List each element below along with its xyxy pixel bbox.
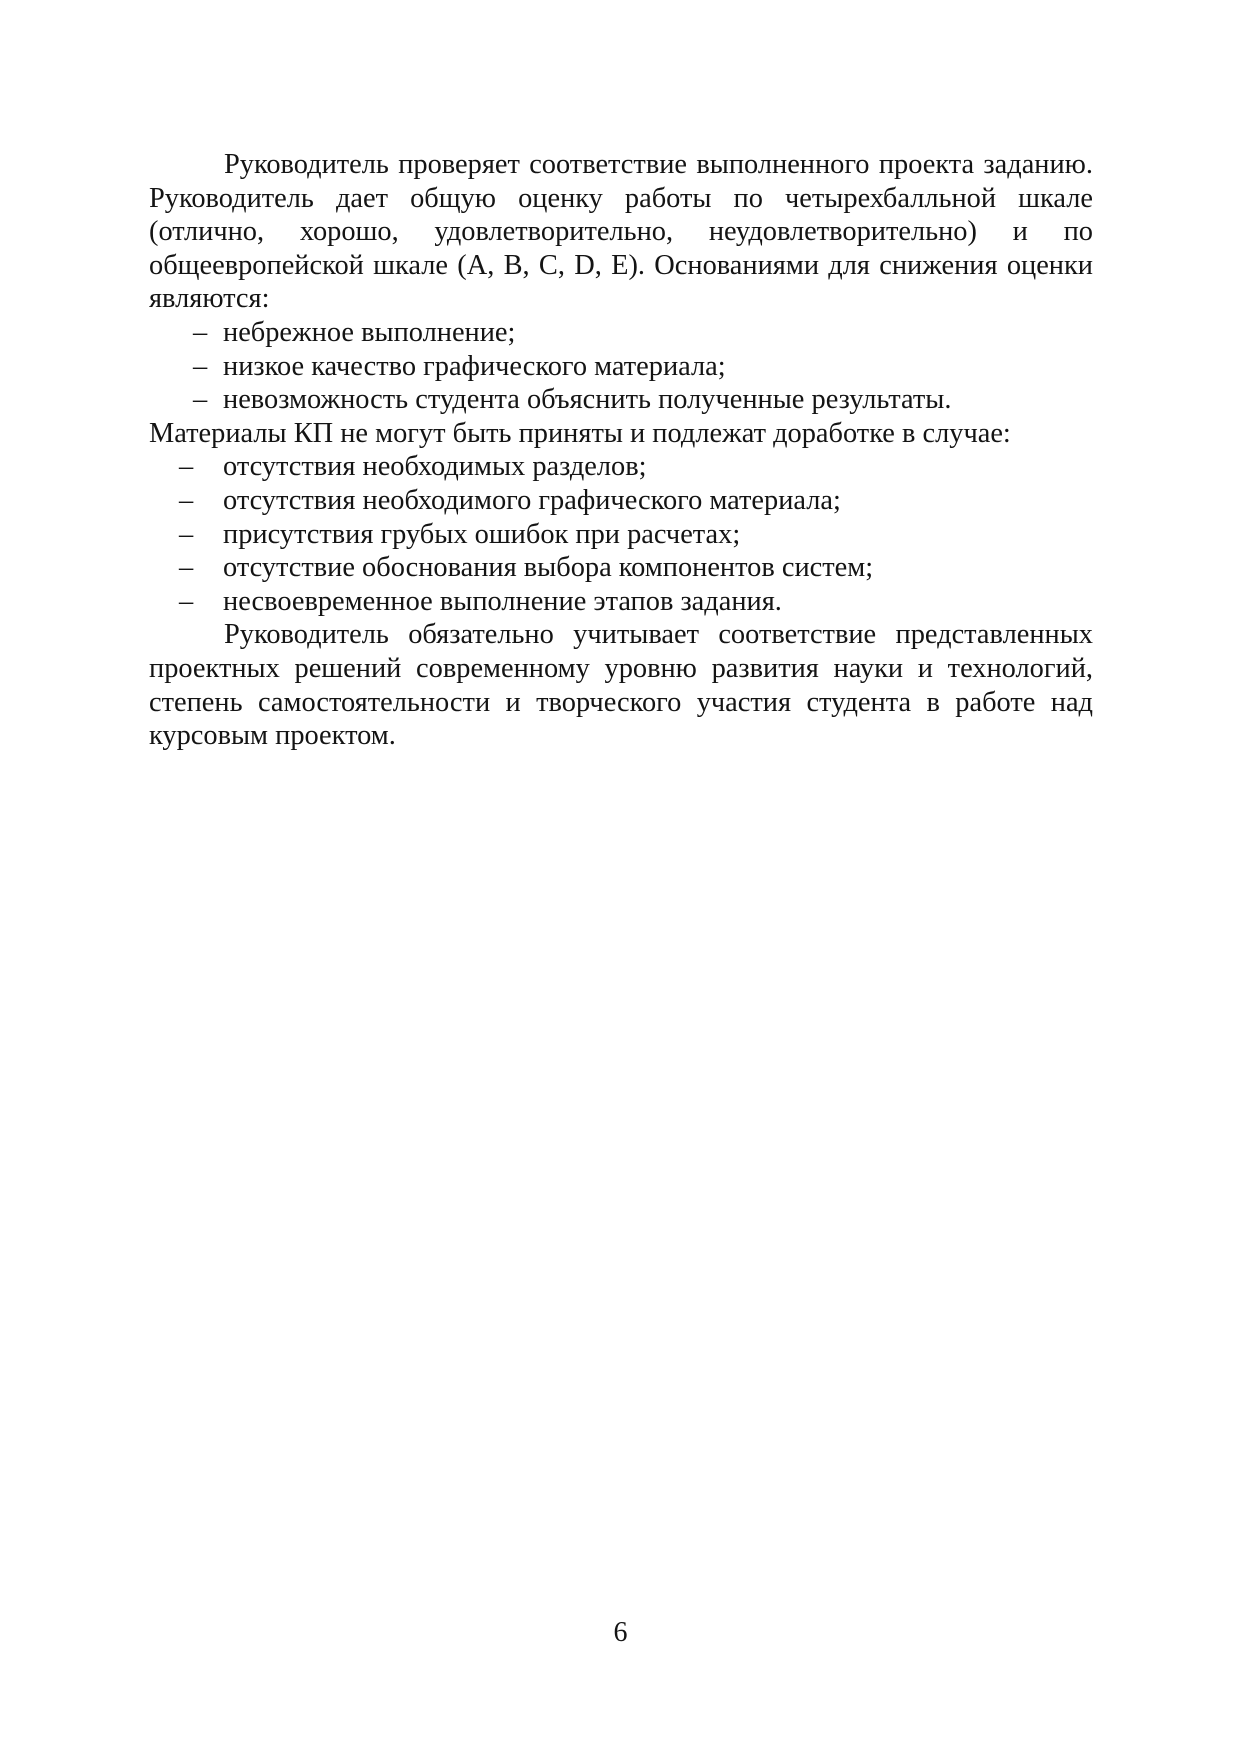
dash-bullet: – [179, 484, 194, 516]
list-item-text: несвоевременное выполнение этапов задания. [223, 585, 782, 617]
list-item [149, 450, 1093, 484]
list-item [149, 518, 1093, 552]
list-item [149, 551, 1093, 585]
dash-bullet: – [193, 316, 208, 348]
dash-bullet: – [179, 552, 194, 584]
list-item-text: отсутствия необходимого графического материала; [223, 484, 841, 516]
list-item-text: отсутствие обоснования выбора компонентов систем; [223, 552, 874, 584]
intro-paragraph: Руководитель проверяет соответствие выполненного проекта заданию. Руководитель дает общую оценку работы по четырехбалльной шкале (отлично, хорошо, удовлетворительно, неудовлетворительно) и по общеевропейской шкале (A, B, C, D, E). Основаниями для снижения оценки являются: [149, 149, 1093, 315]
dash-bullet: – [179, 518, 194, 550]
list-item [149, 383, 1093, 417]
list-item [149, 585, 1093, 619]
dash-bullet: – [179, 451, 194, 483]
list-item-text: присутствия грубых ошибок при расчетах; [223, 518, 741, 550]
page-body [149, 148, 1093, 753]
dash-bullet: – [193, 384, 208, 416]
dash-bullet: – [193, 350, 208, 382]
rejection-lead-paragraph: Материалы КП не могут быть приняты и подлежат доработке в случае: [149, 417, 1011, 449]
list-item-text: низкое качество графического материала; [223, 350, 726, 382]
list-item-text: отсутствия необходимых разделов; [223, 451, 647, 483]
list-item [149, 316, 1093, 350]
rejection-reasons-list [149, 450, 1093, 618]
page-number: 6 [613, 1617, 628, 1648]
closing-paragraph: Руководитель обязательно учитывает соответствие представленных проектных решений современному уровню развития науки и технологий, степень самостоятельности и творческого участия студента в работе над курсовым проектом. [149, 619, 1093, 752]
list-item [149, 350, 1093, 384]
list-item-text: небрежное выполнение; [223, 316, 516, 348]
list-item [149, 484, 1093, 518]
dash-bullet: – [179, 585, 194, 617]
grade-reduction-list [149, 316, 1093, 417]
list-item-text: невозможность студента объяснить полученные результаты. [223, 384, 952, 416]
